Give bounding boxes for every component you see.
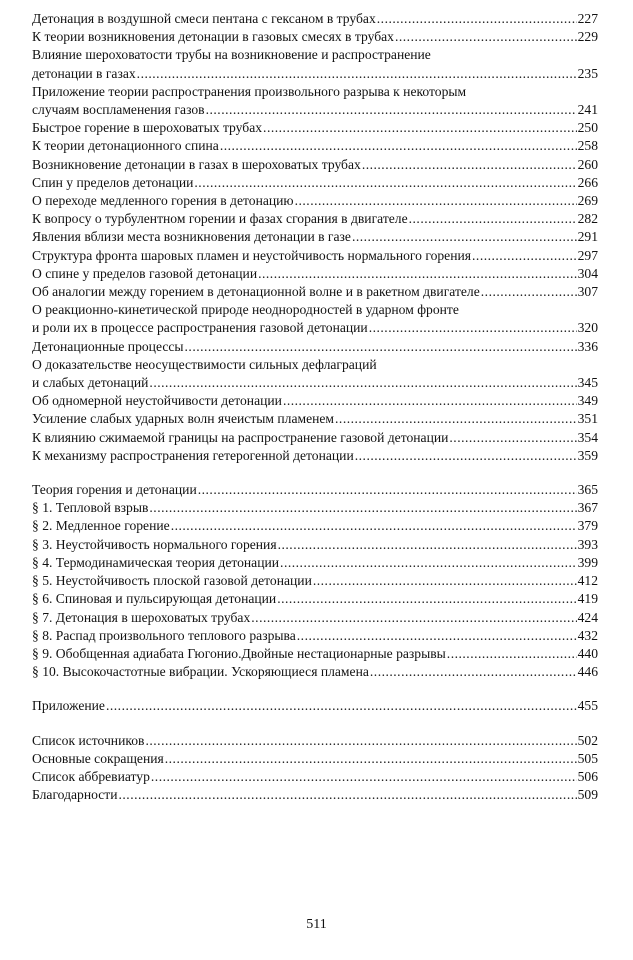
- toc-page-number: 365: [577, 482, 598, 498]
- toc-entry-title: § 7. Детонация в шероховатых трубах: [32, 609, 251, 625]
- toc-page-number: 393: [577, 536, 598, 552]
- toc-entry-last-line: [32, 247, 598, 265]
- dot-leader: [106, 697, 577, 715]
- toc-section: [32, 732, 598, 805]
- page-number: 511: [306, 917, 327, 932]
- toc-entry[interactable]: [32, 392, 598, 410]
- dot-leader: [409, 210, 577, 228]
- toc-entry-last-line: [32, 28, 598, 46]
- toc-page-number: 412: [577, 573, 598, 589]
- toc-entry-title: К механизму распространения гетерогенной детонации: [32, 447, 354, 463]
- toc-entry-title: К теории детонационного спина: [32, 138, 219, 154]
- toc-entry-title: Усиление слабых ударных волн ячеистым пламенем: [32, 411, 335, 427]
- toc-entry[interactable]: [32, 645, 598, 663]
- toc-entry-title: Список источников: [32, 732, 145, 748]
- dot-leader: [258, 265, 577, 283]
- toc-entry-title: Структура фронта шаровых пламен и неустойчивость нормального горения: [32, 247, 472, 263]
- toc-entry[interactable]: [32, 627, 598, 645]
- dot-leader: [171, 517, 577, 535]
- toc-entry[interactable]: [32, 46, 598, 82]
- toc-page-number: 379: [577, 518, 598, 534]
- toc-page-number: 419: [577, 591, 598, 607]
- dot-leader: [263, 119, 577, 137]
- toc-entry-title: случаям воспламенения газов: [32, 102, 205, 118]
- toc-page-number: 506: [577, 768, 598, 784]
- dot-leader: [377, 10, 577, 28]
- dot-leader: [395, 28, 577, 46]
- toc-page-number: 250: [577, 120, 598, 136]
- toc-page-number: 266: [577, 174, 598, 190]
- toc-entry[interactable]: [32, 192, 598, 210]
- toc-entry-last-line: [32, 210, 598, 228]
- toc-entry-title-line: Приложение теории распространения произвольного разрыва к некоторым: [32, 83, 467, 99]
- toc-entry-last-line: [32, 590, 598, 608]
- toc-entry-title: § 2. Медленное горение: [32, 518, 170, 534]
- toc-entry[interactable]: [32, 572, 598, 590]
- toc-page-number: 367: [577, 500, 598, 516]
- toc-entry-last-line: [32, 732, 598, 750]
- toc-entry-title-line: О реакционно-кинетической природе неоднородностей в ударном фронте: [32, 302, 459, 318]
- dot-leader: [149, 499, 576, 517]
- dot-leader: [335, 410, 577, 428]
- toc-entry[interactable]: [32, 247, 598, 265]
- toc-entry[interactable]: [32, 554, 598, 572]
- toc-entry[interactable]: [32, 786, 598, 804]
- dot-leader: [119, 786, 577, 804]
- toc-entry[interactable]: [32, 697, 598, 715]
- toc-entry[interactable]: [32, 119, 598, 137]
- dot-leader: [481, 283, 577, 301]
- dot-leader: [151, 768, 577, 786]
- toc-entry-title: Приложение: [32, 698, 105, 714]
- toc-entry[interactable]: [32, 156, 598, 174]
- toc-page-number: 351: [577, 411, 598, 427]
- toc-page-number: 269: [577, 193, 598, 209]
- toc-entry-title: Явления вблизи места возникновения детонации в газе: [32, 229, 351, 245]
- toc-entry-title: и роли их в процессе распространения газовой детонации: [32, 320, 368, 336]
- dot-leader: [283, 392, 577, 410]
- toc-entry-last-line: [32, 283, 598, 301]
- dot-leader: [185, 338, 577, 356]
- toc-entry-last-line: [32, 786, 598, 804]
- toc-page-number: 307: [577, 284, 598, 300]
- toc-page-number: 440: [577, 645, 598, 661]
- toc-entry-last-line: [32, 228, 598, 246]
- toc-entry[interactable]: [32, 137, 598, 155]
- toc-entry[interactable]: [32, 429, 598, 447]
- dot-leader: [206, 101, 577, 119]
- toc-entry-title: § 3. Неустойчивость нормального горения: [32, 536, 277, 552]
- toc-page-number: 291: [577, 229, 598, 245]
- toc-entry-last-line: [32, 265, 598, 283]
- toc-page-number: 260: [577, 156, 598, 172]
- toc-entry[interactable]: [32, 536, 598, 554]
- dot-leader: [149, 374, 576, 392]
- toc-entry-title: детонации в газах: [32, 65, 136, 81]
- toc-entry-title: § 1. Тепловой взрыв: [32, 500, 149, 516]
- toc-page-number: 349: [577, 393, 598, 409]
- dot-leader: [472, 247, 577, 265]
- toc-entry-last-line: [32, 392, 598, 410]
- toc-entry-title: § 9. Обобщенная адиабата Гюгонио.Двойные нестационарные разрывы: [32, 645, 446, 661]
- toc-entry[interactable]: [32, 499, 598, 517]
- toc-entry-title: Об одномерной неустойчивости детонации: [32, 393, 282, 409]
- toc-entry-last-line: [32, 499, 598, 517]
- toc-entry-title: § 8. Распад произвольного теплового разрыва: [32, 627, 296, 643]
- dot-leader: [449, 429, 576, 447]
- toc-entry-last-line: [32, 572, 598, 590]
- dot-leader: [447, 645, 577, 663]
- toc-entry-title-line: О доказательстве неосуществимости сильных дефлаграций: [32, 356, 377, 372]
- dot-leader: [194, 174, 576, 192]
- table-of-contents: [32, 10, 598, 804]
- toc-entry-last-line: [32, 65, 598, 83]
- dot-leader: [220, 137, 577, 155]
- toc-page-number: 304: [577, 265, 598, 281]
- toc-entry[interactable]: [32, 338, 598, 356]
- dot-leader: [198, 481, 577, 499]
- toc-entry-last-line: [32, 481, 598, 499]
- dot-leader: [295, 192, 577, 210]
- toc-page-number: 227: [577, 11, 598, 26]
- toc-entry-title: и слабых детонаций: [32, 375, 149, 391]
- toc-entry[interactable]: [32, 28, 598, 46]
- toc-entry-title: К влиянию сжимаемой границы на распространение газовой детонации: [32, 429, 449, 445]
- toc-entry[interactable]: [32, 768, 598, 786]
- toc-entry[interactable]: [32, 356, 598, 392]
- toc-entry-last-line: [32, 447, 598, 465]
- toc-entry-title: Список аббревиатур: [32, 768, 150, 784]
- toc-entry[interactable]: [32, 609, 598, 627]
- toc-page-number: 258: [577, 138, 598, 154]
- toc-page-number: 359: [577, 447, 598, 463]
- toc-entry-last-line: [32, 319, 598, 337]
- dot-leader: [362, 156, 577, 174]
- dot-leader: [277, 590, 576, 608]
- toc-entry-title: Детонация в воздушной смеси пентана с гексаном в трубах: [32, 11, 376, 26]
- toc-entry[interactable]: [32, 228, 598, 246]
- toc-entry[interactable]: [32, 663, 598, 681]
- toc-entry-last-line: [32, 374, 598, 392]
- toc-entry-last-line: [32, 137, 598, 155]
- dot-leader: [370, 663, 577, 681]
- toc-entry[interactable]: [32, 283, 598, 301]
- toc-entry-last-line: [32, 627, 598, 645]
- dot-leader: [355, 447, 577, 465]
- dot-leader: [369, 319, 577, 337]
- toc-page-number: 229: [577, 29, 598, 45]
- toc-entry-title: Благодарности: [32, 787, 118, 803]
- toc-entry-last-line: [32, 338, 598, 356]
- toc-page-number: 424: [577, 609, 598, 625]
- toc-entry-title: Об аналогии между горением в детонационной волне и в ракетном двигателе: [32, 284, 480, 300]
- dot-leader: [145, 732, 576, 750]
- toc-entry[interactable]: [32, 210, 598, 228]
- toc-entry-last-line: [32, 517, 598, 535]
- toc-entry-title: Основные сокращения: [32, 750, 164, 766]
- toc-entry-title: § 4. Термодинамическая теория детонации: [32, 554, 280, 570]
- toc-page-number: 241: [577, 102, 598, 118]
- toc-page-number: 455: [577, 698, 598, 714]
- toc-entry-title: § 6. Спиновая и пульсирующая детонации: [32, 591, 277, 607]
- toc-entry-title: Возникновение детонации в газах в шероховатых трубах: [32, 156, 361, 172]
- toc-page-number: 235: [577, 65, 598, 81]
- toc-page-number: 354: [577, 429, 598, 445]
- toc-entry[interactable]: [32, 83, 598, 119]
- toc-entry-last-line: [32, 663, 598, 681]
- toc-entry-last-line: [32, 119, 598, 137]
- toc-entry-last-line: [32, 536, 598, 554]
- toc-page-number: 446: [577, 664, 598, 680]
- dot-leader: [278, 536, 577, 554]
- toc-entry[interactable]: [32, 481, 598, 499]
- toc-entry-last-line: [32, 750, 598, 768]
- toc-entry-last-line: [32, 768, 598, 786]
- toc-entry[interactable]: [32, 301, 598, 337]
- toc-entry-title: Быстрое горение в шероховатых трубах: [32, 120, 263, 136]
- toc-entry-title: О спине у пределов газовой детонации: [32, 265, 258, 281]
- toc-entry[interactable]: [32, 517, 598, 535]
- dot-leader: [352, 228, 577, 246]
- toc-page-number: 505: [577, 750, 598, 766]
- toc-entry-last-line: [32, 609, 598, 627]
- toc-entry-title: Детонационные процессы: [32, 338, 184, 354]
- toc-entry-last-line: [32, 156, 598, 174]
- dot-leader: [137, 65, 577, 83]
- toc-entry-title: К теории возникновения детонации в газовых смесях в трубах: [32, 29, 394, 45]
- toc-entry-title-line: Влияние шероховатости трубы на возникновение и распространение: [32, 47, 431, 63]
- toc-entry-last-line: [32, 697, 598, 715]
- dot-leader: [297, 627, 577, 645]
- toc-entry[interactable]: [32, 265, 598, 283]
- toc-page-number: 432: [577, 627, 598, 643]
- toc-entry-last-line: [32, 410, 598, 428]
- toc-entry-last-line: [32, 192, 598, 210]
- toc-entry[interactable]: [32, 732, 598, 750]
- toc-entry[interactable]: [32, 174, 598, 192]
- toc-section: [32, 10, 598, 465]
- toc-entry-last-line: [32, 554, 598, 572]
- toc-entry-title: § 5. Неустойчивость плоской газовой детонации: [32, 573, 312, 589]
- toc-entry-last-line: [32, 101, 598, 119]
- toc-entry-title: Теория горения и детонации: [32, 482, 197, 498]
- toc-page-number: 282: [577, 211, 598, 227]
- toc-entry-last-line: [32, 174, 598, 192]
- toc-entry[interactable]: [32, 10, 598, 28]
- toc-entry-last-line: [32, 10, 598, 28]
- toc-page-number: 297: [577, 247, 598, 263]
- dot-leader: [251, 609, 576, 627]
- toc-section: [32, 481, 598, 681]
- toc-entry[interactable]: [32, 410, 598, 428]
- toc-entry[interactable]: [32, 447, 598, 465]
- toc-page-number: 399: [577, 554, 598, 570]
- toc-entry-last-line: [32, 645, 598, 663]
- toc-page-number: 502: [577, 732, 598, 748]
- toc-entry-title: § 10. Высокочастотные вибрации. Ускоряющиеся пламена: [32, 664, 369, 680]
- toc-page-number: 320: [577, 320, 598, 336]
- toc-entry-title: К вопросу о турбулентном горении и фазах сгорания в двигателе: [32, 211, 408, 227]
- toc-entry[interactable]: [32, 590, 598, 608]
- dot-leader: [165, 750, 577, 768]
- toc-entry-last-line: [32, 429, 598, 447]
- toc-entry-title: О переходе медленного горения в детонацию: [32, 193, 294, 209]
- toc-section: [32, 697, 598, 715]
- toc-page-number: 509: [577, 787, 598, 803]
- dot-leader: [313, 572, 577, 590]
- toc-page-number: 336: [577, 338, 598, 354]
- toc-entry-title: Спин у пределов детонации: [32, 174, 194, 190]
- toc-entry[interactable]: [32, 750, 598, 768]
- dot-leader: [280, 554, 577, 572]
- toc-page-number: 345: [577, 375, 598, 391]
